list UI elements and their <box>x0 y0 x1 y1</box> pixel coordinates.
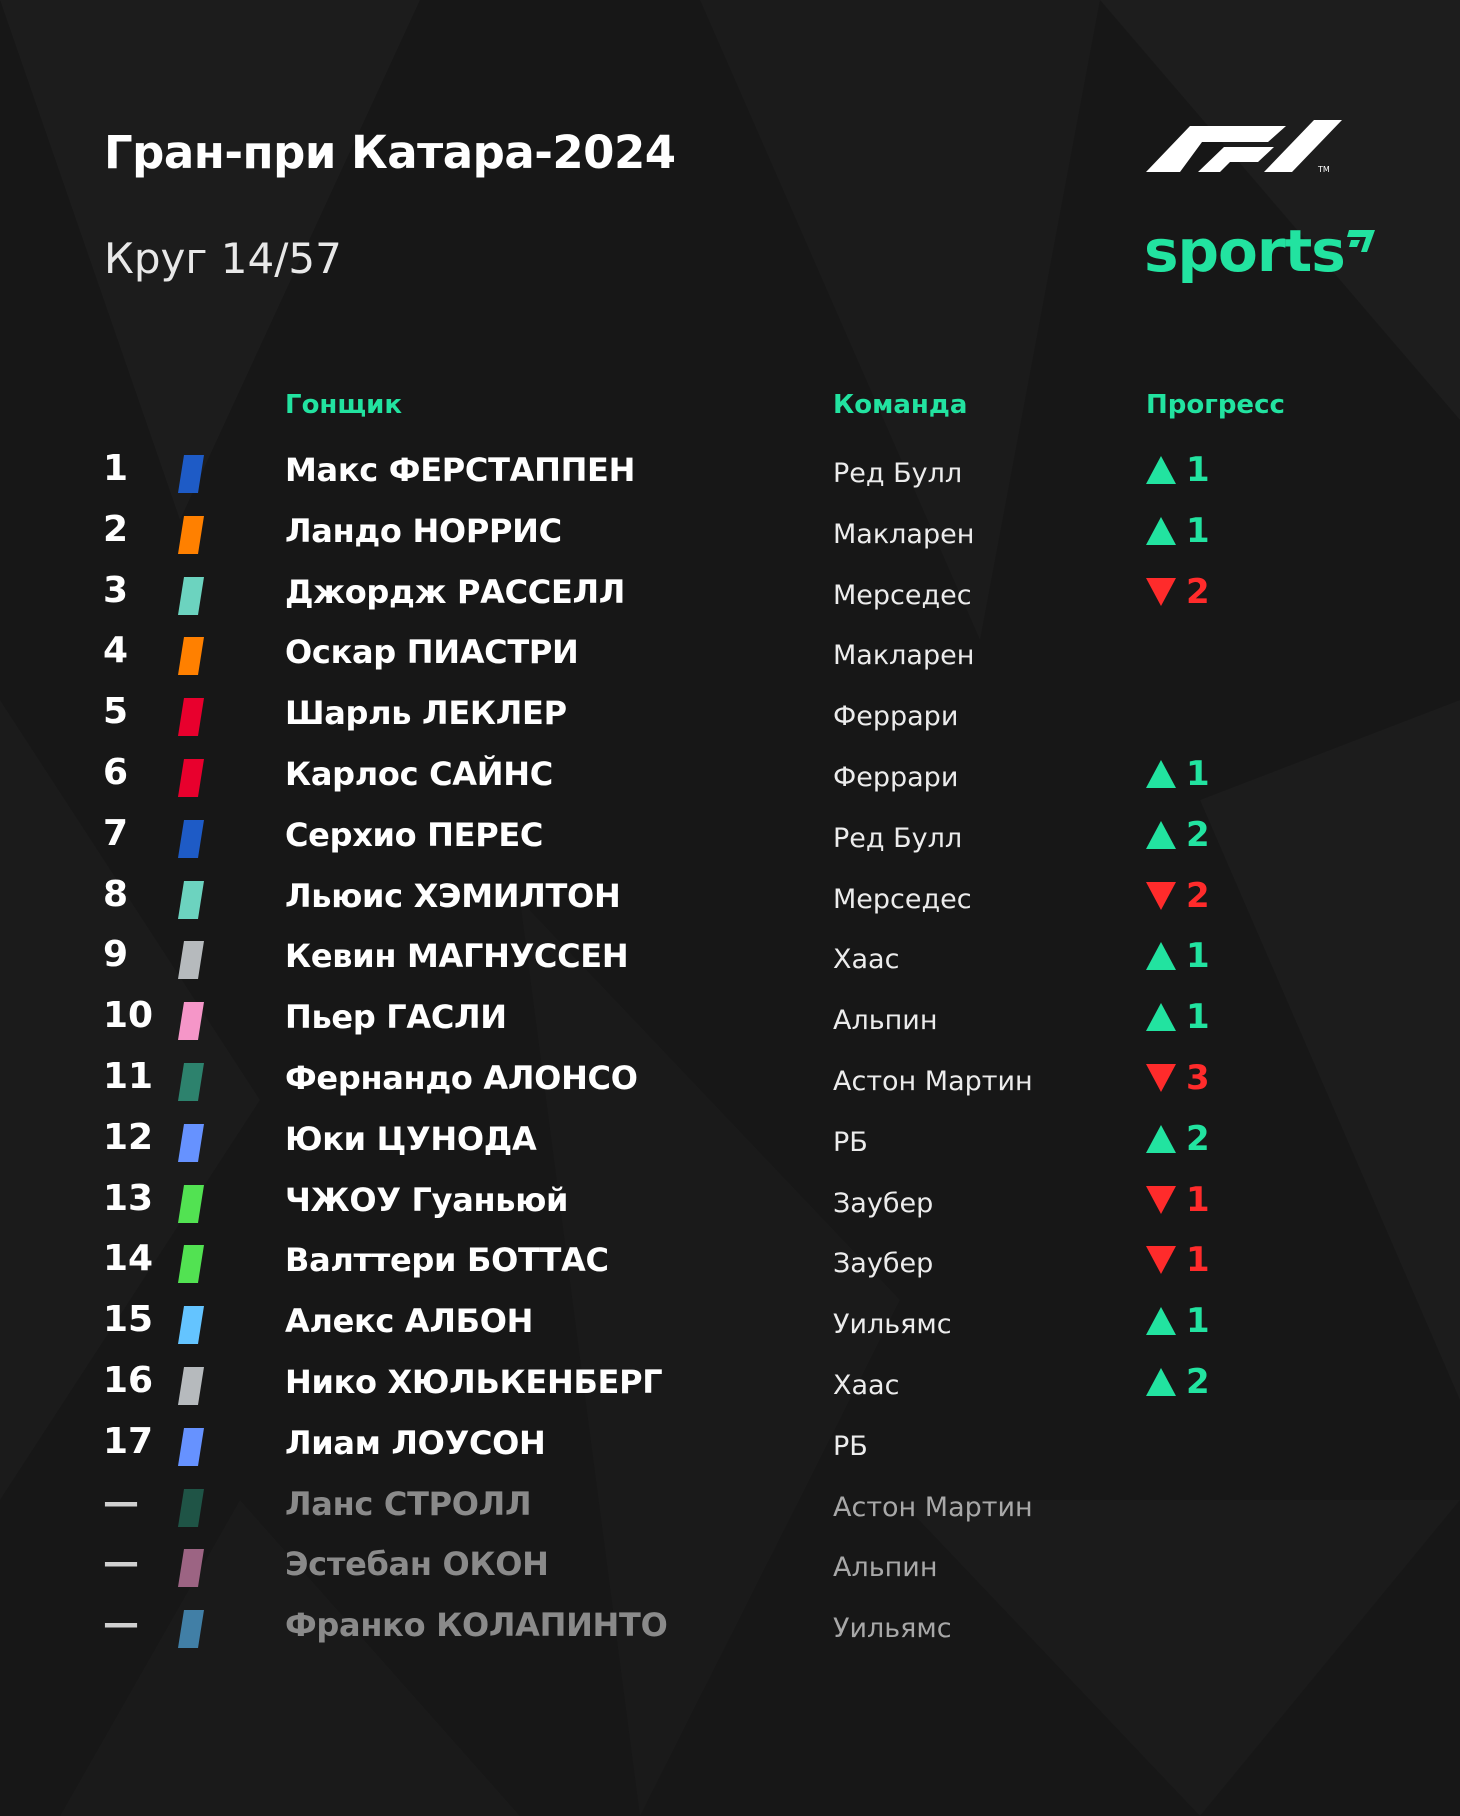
team-name: Уильямс <box>833 1309 952 1341</box>
team-name: Макларен <box>833 518 975 550</box>
team-name: Мерседес <box>833 579 972 611</box>
position-change: 2 <box>1186 875 1210 916</box>
driver-name: ЧЖОУ Гуаньюй <box>285 1180 569 1219</box>
team-name: РБ <box>833 1430 868 1462</box>
driver-name: Франко КОЛАПИНТО <box>285 1606 668 1645</box>
driver-name: Ландо НОРРИС <box>285 511 562 550</box>
driver-name: Нико ХЮЛЬКЕНБЕРГ <box>285 1362 663 1401</box>
arrow-down-icon <box>1146 882 1176 910</box>
team-color-stripe <box>178 455 204 493</box>
arrow-up-icon <box>1146 456 1176 484</box>
team-color-stripe <box>178 1063 204 1101</box>
position-number: 7 <box>103 812 129 854</box>
table-row <box>0 504 1460 565</box>
team-name: Макларен <box>833 640 975 672</box>
driver-name: Шарль ЛЕКЛЕР <box>285 694 567 733</box>
progress-indicator <box>1146 1361 1210 1402</box>
position-number: 13 <box>103 1177 154 1219</box>
table-row <box>0 1477 1460 1538</box>
svg-text:TM: TM <box>1318 165 1330 174</box>
team-color-stripe <box>178 1549 204 1587</box>
progress-indicator <box>1146 1118 1210 1159</box>
sports-logo <box>1144 217 1375 292</box>
driver-name: Валттери БОТТАС <box>285 1241 609 1280</box>
table-row <box>0 869 1460 930</box>
team-name: Ред Булл <box>833 822 963 854</box>
sports-wordmark: sports <box>1144 217 1345 285</box>
progress-indicator <box>1146 997 1210 1038</box>
team-name: Феррари <box>833 761 959 793</box>
position-number: 4 <box>103 630 129 672</box>
team-color-stripe <box>178 698 204 736</box>
arrow-up-icon <box>1146 1003 1176 1031</box>
arrow-down-icon <box>1146 1064 1176 1092</box>
driver-name: Лиам ЛОУСОН <box>285 1423 546 1462</box>
team-color-stripe <box>178 1367 204 1405</box>
table-row <box>0 625 1460 686</box>
position-number: 6 <box>103 751 129 793</box>
driver-name: Ланс СТРОЛЛ <box>285 1484 532 1523</box>
team-name: Альпин <box>833 1552 938 1584</box>
team-color-stripe <box>178 1185 204 1223</box>
team-color-stripe <box>178 1428 204 1466</box>
driver-name: Алекс АЛБОН <box>285 1302 534 1341</box>
arrow-up-icon <box>1146 942 1176 970</box>
team-name: Альпин <box>833 1005 938 1037</box>
sports-mark-icon <box>1347 230 1375 252</box>
team-color-stripe <box>178 1306 204 1344</box>
arrow-up-icon <box>1146 760 1176 788</box>
arrow-up-icon <box>1146 1307 1176 1335</box>
position-number: 9 <box>103 934 129 976</box>
driver-name: Карлос САЙНС <box>285 754 553 793</box>
position-number: — <box>103 1542 139 1584</box>
driver-name: Юки ЦУНОДА <box>285 1119 537 1158</box>
arrow-up-icon <box>1146 1368 1176 1396</box>
table-row <box>0 443 1460 504</box>
table-row <box>0 1294 1460 1355</box>
driver-name: Кевин МАГНУССЕН <box>285 937 629 976</box>
position-number: 15 <box>103 1299 154 1341</box>
team-color-stripe <box>178 637 204 675</box>
position-change: 1 <box>1186 450 1210 490</box>
team-name: Астон Мартин <box>833 1491 1033 1523</box>
driver-name: Джордж РАССЕЛЛ <box>285 572 626 611</box>
table-row <box>0 808 1460 869</box>
progress-indicator <box>1146 1240 1210 1281</box>
position-number: 12 <box>103 1116 154 1158</box>
position-change: 1 <box>1186 1240 1210 1281</box>
column-header-driver: Гонщик <box>285 390 402 420</box>
position-change: 2 <box>1186 814 1210 855</box>
position-change: 1 <box>1186 510 1210 551</box>
position-change: 3 <box>1186 1057 1210 1098</box>
table-row <box>0 990 1460 1051</box>
team-color-stripe <box>178 1124 204 1162</box>
table-row <box>0 929 1460 990</box>
position-number: 11 <box>103 1055 154 1097</box>
position-number: 14 <box>103 1238 154 1280</box>
table-row <box>0 747 1460 808</box>
driver-name: Макс ФЕРСТАППЕН <box>285 451 636 489</box>
position-change: 1 <box>1186 1179 1210 1220</box>
table-row <box>0 1173 1460 1234</box>
column-header-team: Команда <box>833 390 968 420</box>
position-change: 1 <box>1186 936 1210 977</box>
team-color-stripe <box>178 516 204 554</box>
team-color-stripe <box>178 820 204 858</box>
team-color-stripe <box>178 577 204 615</box>
position-change: 1 <box>1186 997 1210 1038</box>
position-number: — <box>103 1481 139 1523</box>
position-change: 1 <box>1186 753 1210 794</box>
table-row <box>0 1233 1460 1294</box>
position-number: 3 <box>103 569 129 611</box>
team-name: Мерседес <box>833 883 972 915</box>
team-color-stripe <box>178 1002 204 1040</box>
progress-indicator <box>1146 510 1210 551</box>
standings-table <box>0 443 1460 1659</box>
team-name: Хаас <box>833 1369 900 1401</box>
lap-counter: Круг 14/57 <box>104 234 342 283</box>
arrow-down-icon <box>1146 578 1176 606</box>
column-header-progress: Прогресс <box>1146 390 1285 420</box>
team-name: Феррари <box>833 701 959 733</box>
team-name: Астон Мартин <box>833 1065 1033 1097</box>
progress-indicator <box>1146 1057 1210 1098</box>
table-row <box>0 1051 1460 1112</box>
driver-name: Льюис ХЭМИЛТОН <box>285 876 621 915</box>
progress-indicator <box>1146 1179 1210 1220</box>
progress-indicator <box>1146 450 1210 490</box>
team-color-stripe <box>178 941 204 979</box>
progress-indicator <box>1146 753 1210 794</box>
position-change: 2 <box>1186 1118 1210 1159</box>
driver-name: Пьер ГАСЛИ <box>285 998 507 1037</box>
position-number: 16 <box>103 1359 154 1401</box>
progress-indicator <box>1146 1301 1210 1342</box>
position-change: 2 <box>1186 571 1210 612</box>
position-number: 5 <box>103 691 129 733</box>
team-color-stripe <box>178 1245 204 1283</box>
progress-indicator <box>1146 571 1210 612</box>
team-name: Заубер <box>833 1248 934 1280</box>
team-name: Ред Булл <box>833 458 963 489</box>
position-number: 17 <box>103 1420 154 1462</box>
position-number: — <box>103 1603 139 1645</box>
team-color-stripe <box>178 881 204 919</box>
position-number: 10 <box>103 995 154 1037</box>
table-row <box>0 1112 1460 1173</box>
page-title: Гран-при Катара-2024 <box>104 126 676 179</box>
table-row <box>0 686 1460 747</box>
position-change: 2 <box>1186 1361 1210 1402</box>
table-row <box>0 1355 1460 1416</box>
driver-name: Серхио ПЕРЕС <box>285 815 544 854</box>
position-number: 1 <box>103 448 129 489</box>
team-name: Уильямс <box>833 1613 952 1645</box>
progress-indicator <box>1146 936 1210 977</box>
driver-name: Фернандо АЛОНСО <box>285 1058 638 1097</box>
arrow-up-icon <box>1146 821 1176 849</box>
team-name: РБ <box>833 1126 868 1158</box>
position-number: 2 <box>103 508 129 550</box>
arrow-up-icon <box>1146 1125 1176 1153</box>
table-row <box>0 1537 1460 1598</box>
table-row <box>0 1416 1460 1477</box>
team-color-stripe <box>178 1489 204 1527</box>
team-color-stripe <box>178 1610 204 1648</box>
team-name: Заубер <box>833 1187 934 1219</box>
table-row <box>0 1598 1460 1659</box>
driver-name: Эстебан ОКОН <box>285 1545 549 1584</box>
driver-name: Оскар ПИАСТРИ <box>285 633 579 672</box>
f1-logo <box>1146 116 1356 176</box>
arrow-down-icon <box>1146 1186 1176 1214</box>
position-number: 8 <box>103 873 129 915</box>
progress-indicator <box>1146 814 1210 855</box>
progress-indicator <box>1146 875 1210 916</box>
table-row <box>0 565 1460 626</box>
position-change: 1 <box>1186 1301 1210 1342</box>
team-name: Хаас <box>833 944 900 976</box>
arrow-up-icon <box>1146 517 1176 545</box>
team-color-stripe <box>178 759 204 797</box>
arrow-down-icon <box>1146 1246 1176 1274</box>
